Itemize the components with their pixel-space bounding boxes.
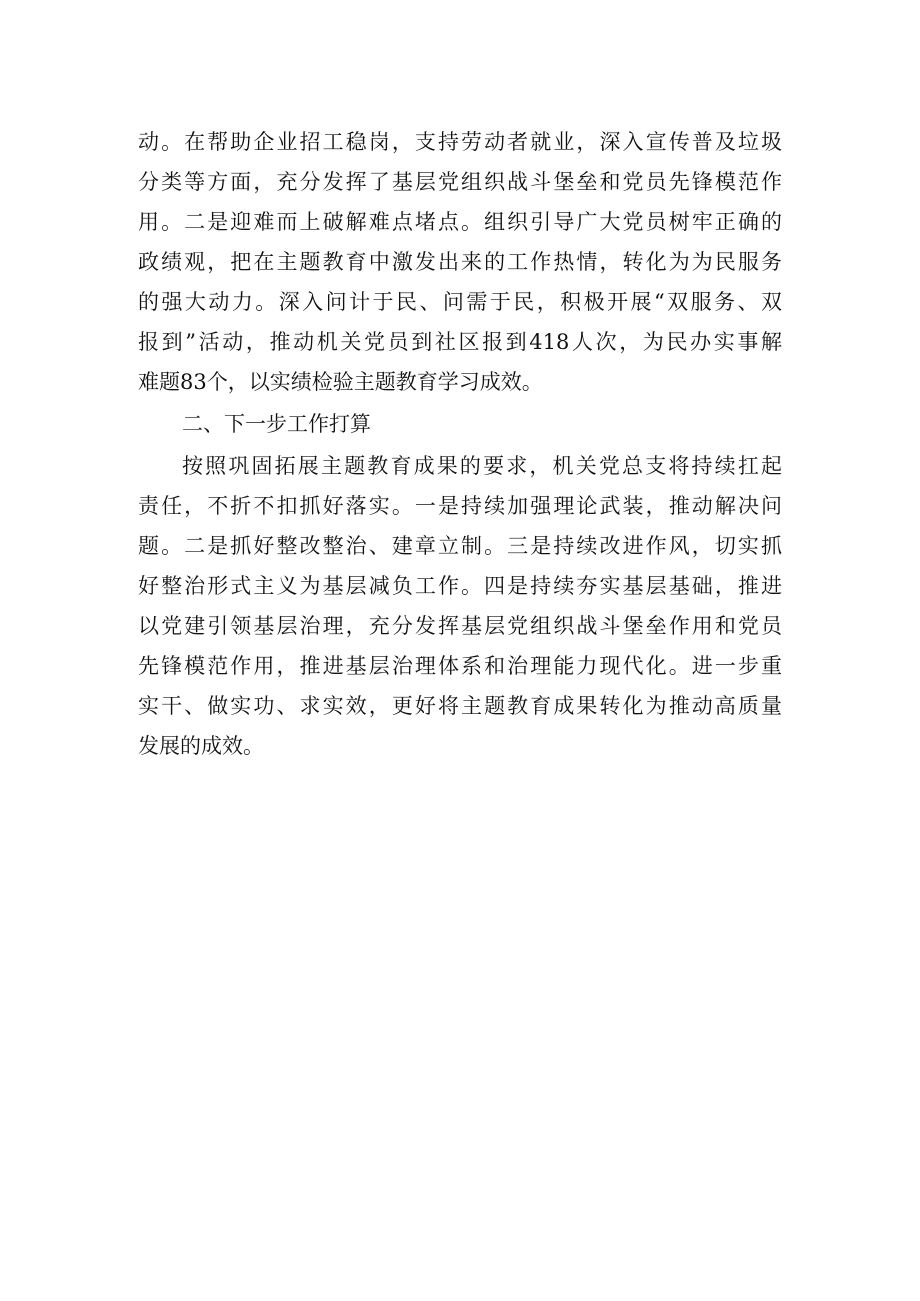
paragraph-line: 动。在帮助企业招工稳岗，支持劳动者就业，深入宣传普及垃圾 <box>138 130 782 154</box>
paragraph-line: 用。二是迎难而上破解难点堵点。组织引导广大党员树牢正确的 <box>138 210 782 234</box>
paragraph-line: 的强大动力。深入问计于民、问需于民，积极开展“双服务、双 <box>138 290 782 314</box>
section-heading: 二、下一步工作打算 <box>182 412 371 436</box>
paragraph-line: 按照巩固拓展主题教育成果的要求，机关党总支将持续扛起 <box>182 454 782 478</box>
paragraph-1 <box>138 122 782 402</box>
paragraph-line: 难题83个，以实绩检验主题教育学习成效。 <box>138 370 543 394</box>
paragraph-line: 政绩观，把在主题教育中激发出来的工作热情，转化为为民服务 <box>138 250 782 274</box>
paragraph-line: 报到”活动，推动机关党员到社区报到418人次，为民办实事解 <box>138 330 782 354</box>
paragraph-2 <box>138 446 782 766</box>
paragraph-line: 实干、做实功、求实效，更好将主题教育成果转化为推动高质量 <box>138 694 782 718</box>
paragraph-line: 分类等方面，充分发挥了基层党组织战斗堡垒和党员先锋模范作 <box>138 170 782 194</box>
paragraph-line: 好整治形式主义为基层减负工作。四是持续夯实基层基础，推进 <box>138 574 782 598</box>
paragraph-line: 发展的成效。 <box>138 734 264 758</box>
paragraph-line: 责任，不折不扣抓好落实。一是持续加强理论武装，推动解决问 <box>138 494 782 518</box>
document-body <box>138 122 782 766</box>
paragraph-line: 题。二是抓好整改整治、建章立制。三是持续改进作风，切实抓 <box>138 534 782 558</box>
paragraph-line: 先锋模范作用，推进基层治理体系和治理能力现代化。进一步重 <box>138 654 782 678</box>
paragraph-line: 以党建引领基层治理，充分发挥基层党组织战斗堡垒作用和党员 <box>138 614 782 638</box>
